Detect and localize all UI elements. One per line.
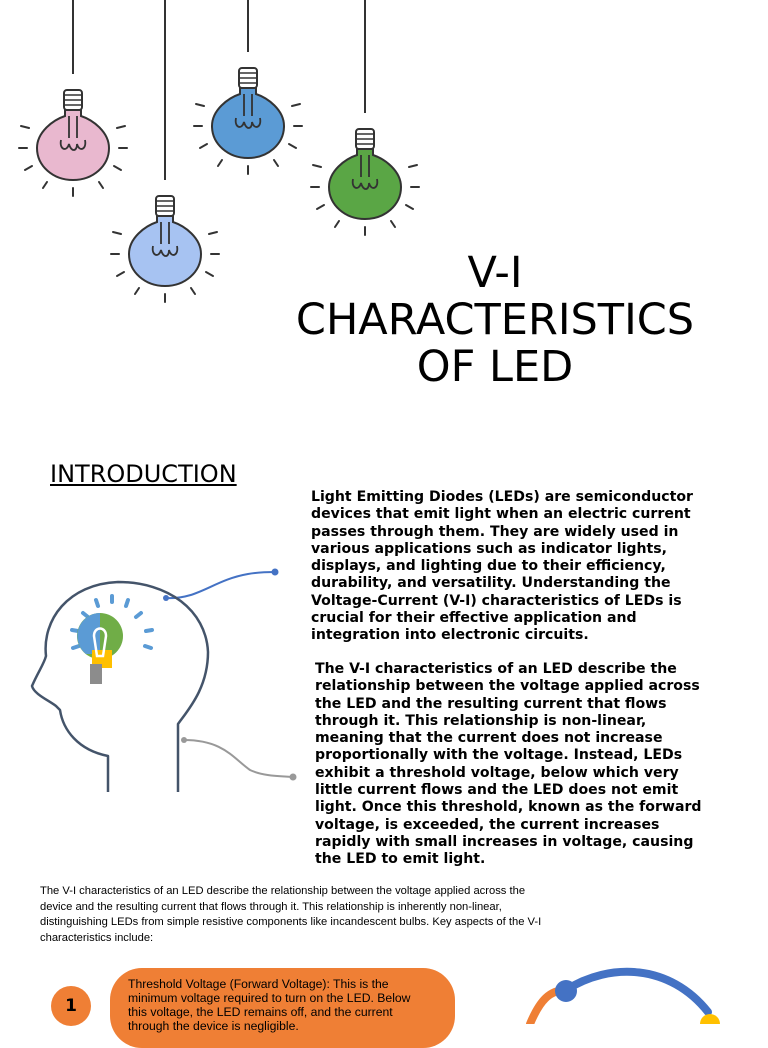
intro-paragraph-2: The V-I characteristics of an LED describe the relationship between the voltage applied across the LED and the resulting current that flows through it. This relationship is non-linear, meaning that the current does not increase proportionally with the voltage. Instead, LEDs exhibit a threshold voltage, below which very little current flows and the LED does not emit light. Once this threshold, known as the forward voltage, is exceeded, the current increases rapidly with small increases in voltage, causing the LED to emit light. [315,661,702,867]
hanging-bulb-light-blue-icon [111,196,219,302]
head-idea-icon [28,560,303,805]
page-title [270,250,720,391]
hanging-bulb-green-icon [311,129,419,235]
aspects-paragraph: The V-I characteristics of an LED describe the relationship between the voltage applied across the device and the resulting current that flows through it. This relationship is inherently non-linear, distinguishing LEDs from simple resistive components like incandescent bulbs. Key aspects of the V-I characteristics include: [40,885,542,944]
hanging-bulb-blue-icon [194,68,302,174]
aspect-number: 1 [65,996,77,1016]
aspect-card [110,968,455,1048]
title-line: OF LED [416,342,574,392]
intro-paragraph-2-container [315,661,707,867]
title-line: CHARACTERISTICS [295,295,695,345]
arc-decoration-icon [520,960,768,1024]
intro-paragraph-1: Light Emitting Diodes (LEDs) are semiconductor devices that emit light when an electric current passes through them. They are widely used in various applications such as indicator lights, displays, and lighting due to their efficiency, durability, and versatility. Understanding the Voltage-Current (V-I) characteristics of LEDs is crucial for their effective application and integration into electronic circuits. [311,489,694,644]
hanging-bulb-pink-icon [19,90,127,196]
title-line: V-I [467,248,523,298]
intro-heading: INTRODUCTION [50,460,237,488]
aspect-text: Threshold Voltage (Forward Voltage): This is the minimum voltage required to turn on the LED. Below this voltage, the LED remains off, and the current through the device is negligible. [128,977,411,1033]
aspect-number-badge [51,986,91,1026]
